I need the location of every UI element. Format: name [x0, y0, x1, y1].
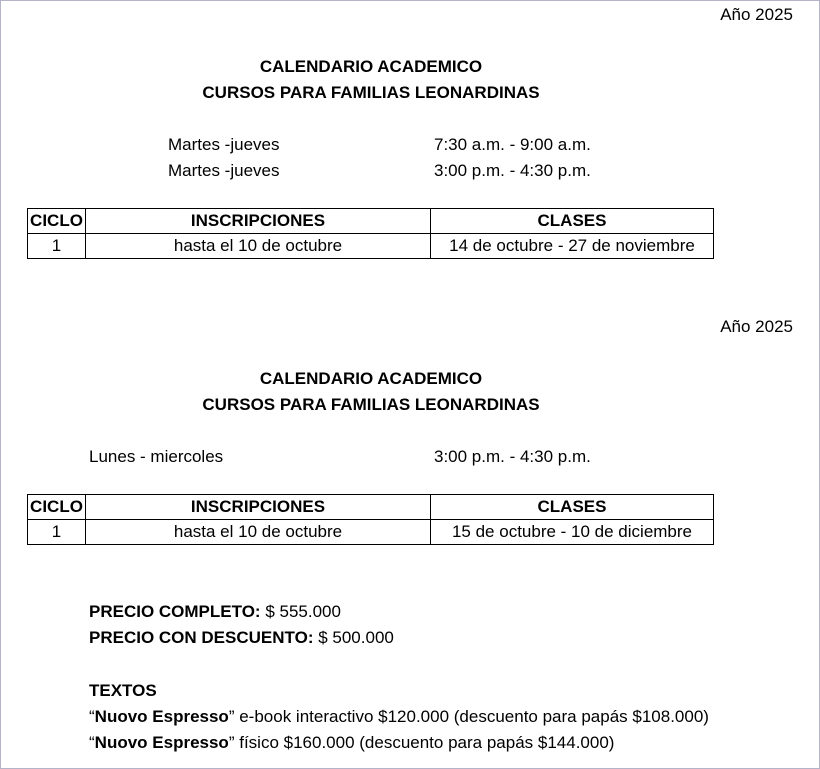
cell-clases: 14 de octubre - 27 de noviembre [431, 234, 714, 259]
open-quote: “ [89, 707, 95, 726]
open-quote: “ [89, 733, 95, 752]
close-quote: ” [228, 707, 235, 726]
schedule-time: 3:00 p.m. - 4:30 p.m. [434, 161, 591, 180]
schedule-days: Lunes - miercoles [89, 447, 224, 466]
year-label: Año 2025 [720, 5, 793, 24]
calendar-subtitle: CURSOS PARA FAMILIAS LEONARDINAS [202, 395, 540, 414]
header-inscripciones: INSCRIPCIONES [86, 209, 431, 234]
cell-clases: 15 de octubre - 10 de diciembre [431, 520, 714, 545]
full-price-line [89, 602, 341, 622]
cell-inscripciones: hasta el 10 de octubre [86, 520, 431, 545]
cell-inscripciones: hasta el 10 de octubre [86, 234, 431, 259]
calendar-table [27, 494, 714, 545]
discount-price-value: $ 500.000 [313, 628, 394, 647]
calendar-table [27, 208, 714, 259]
book-name: Nuovo Espresso [94, 707, 229, 726]
header-ciclo: CICLO [28, 495, 86, 520]
discount-price-label: PRECIO CON DESCUENTO: [89, 628, 314, 647]
book-name: Nuovo Espresso [94, 733, 229, 752]
table-header-row [28, 209, 714, 234]
header-clases: CLASES [431, 495, 714, 520]
calendar-subtitle: CURSOS PARA FAMILIAS LEONARDINAS [202, 83, 540, 102]
header-ciclo: CICLO [28, 209, 86, 234]
schedule-days: Martes -jueves [168, 135, 280, 154]
calendar-title: CALENDARIO ACADEMICO [259, 57, 483, 76]
full-price-value: $ 555.000 [260, 602, 341, 621]
full-price-label: PRECIO COMPLETO: [89, 602, 261, 621]
table-header-row [28, 495, 714, 520]
cell-ciclo: 1 [28, 520, 86, 545]
cell-ciclo: 1 [28, 234, 86, 259]
book-detail: e-book interactivo $120.000 (descuento para papás $108.000) [234, 707, 709, 726]
text-item [89, 733, 614, 753]
book-detail: físico $160.000 (descuento para papás $144.000) [234, 733, 615, 752]
text-item [89, 707, 709, 727]
discount-price-line [89, 628, 394, 648]
schedule-time: 3:00 p.m. - 4:30 p.m. [434, 447, 591, 466]
calendar-title: CALENDARIO ACADEMICO [259, 369, 483, 388]
year-label: Año 2025 [720, 317, 793, 336]
schedule-time: 7:30 a.m. - 9:00 a.m. [434, 135, 591, 154]
table-row [28, 520, 714, 545]
header-clases: CLASES [431, 209, 714, 234]
schedule-days: Martes -jueves [168, 161, 280, 180]
table-row [28, 234, 714, 259]
texts-heading: TEXTOS [89, 681, 157, 700]
header-inscripciones: INSCRIPCIONES [86, 495, 431, 520]
close-quote: ” [228, 733, 235, 752]
